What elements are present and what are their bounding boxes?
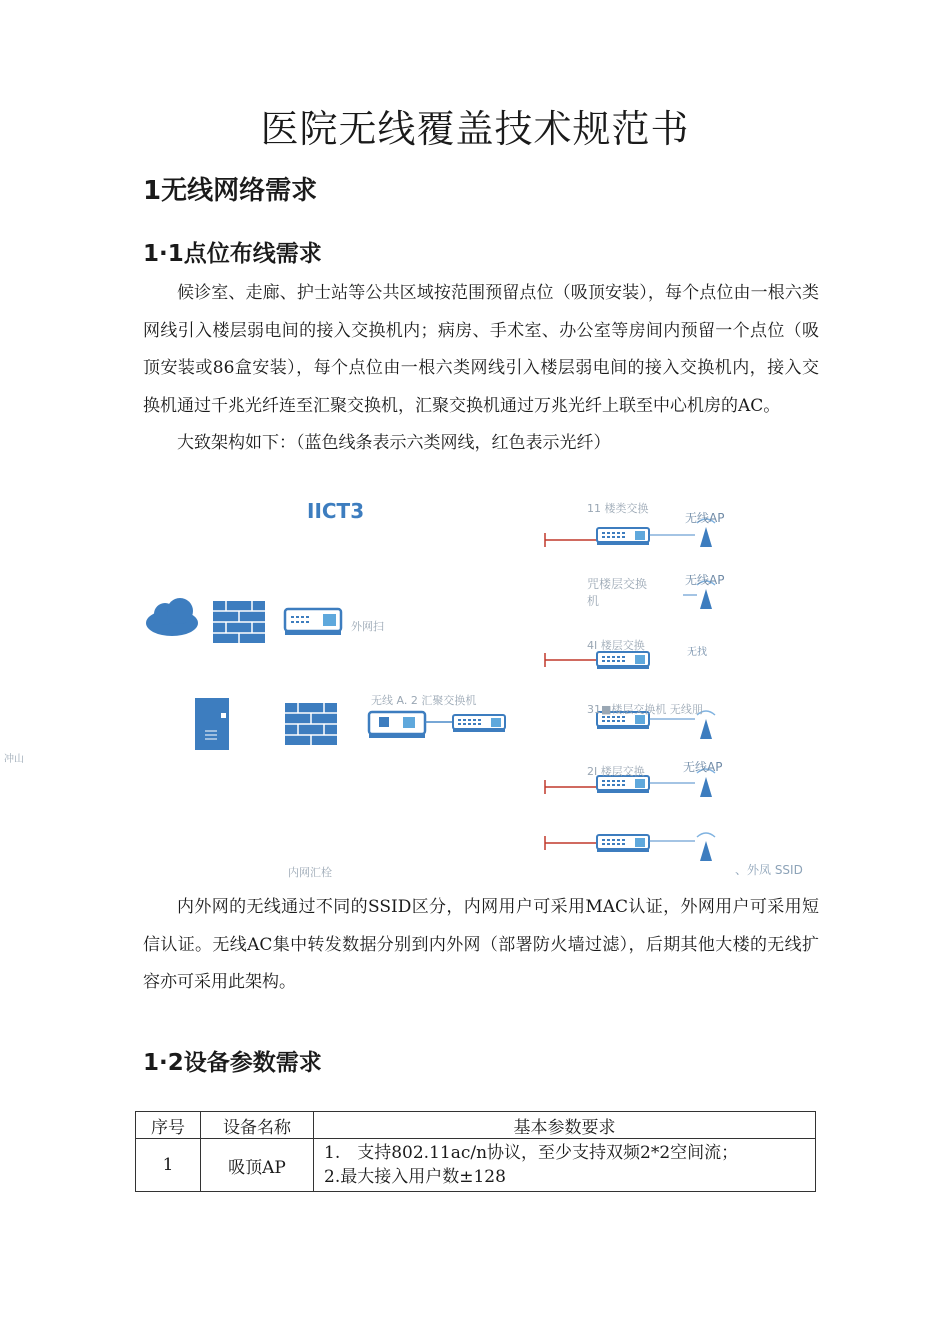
outer-firewall-icon [213,601,265,643]
floor-label-4: 31■楼层交换机 无线朋 [587,703,703,716]
section-1-1-heading: 1·1点位布线需求 [143,241,322,267]
internet-cloud-icon [146,598,198,636]
header-device-name: 设备名称 [201,1112,314,1139]
requirement-line-1: 1. 支持802.11ac/n协议，至少支持双频2*2空间流； [324,1143,739,1163]
row-no: 1 [136,1139,201,1192]
header-no: 序号 [136,1112,201,1139]
ap-label-3: 无找 [687,647,707,658]
header-requirements: 基本参数要求 [314,1112,816,1139]
section-1-2-heading: 1·2设备参数需求 [143,1050,322,1076]
floor-row-6 [545,833,715,861]
ssid-paragraph [143,889,819,1002]
ap-label-5: 无线AP [683,760,723,774]
requirement-line-2: 2.最大接入用户数±128 [324,1167,506,1187]
left-edge-label: 冲山 [4,754,24,765]
table-row [136,1139,816,1192]
wiring-text: 候诊室、走廊、护士站等公共区域按范围预留点位（吸顶安装），每个点位由一根六类网线引入楼层弱电间的接入交换机内；病房、手术室、办公室等房间内预留一个点位（吸顶安装或86盒安装），每个点位由一根六类网线引入楼层弱电间的接入交换机内，接入交换机通过千兆光纤连至汇聚交换机，汇聚交换机通过万兆光纤上联至中心机房的AC。 [143,283,819,416]
ssid-label: 、外凤 SSID [735,863,803,877]
ap-label-2: 无线AP [685,573,725,587]
core-switch-icon [369,712,425,738]
core-switch-label: 无线 A. 2 汇聚交换机 [371,694,477,707]
section-1-heading: 1无线网络需求 [143,176,318,206]
aggregation-switch-icon [453,715,505,732]
network-architecture-diagram [135,495,820,880]
architecture-intro: 大致架构如下：（蓝色线条表示六类网线，红色表示光纤） [177,433,611,453]
outer-network-switch-icon [285,609,341,635]
floor-label-5: 2I 楼层交换 [587,765,645,778]
outer-switch-label: 外网扫 [351,620,384,633]
inner-firewall-icon [285,703,337,745]
floor-label-1: 11 楼类交换 [587,502,649,515]
floor-label-2: 咒楼层交换机 [587,577,648,608]
ssid-text: 内外网的无线通过不同的SSID区分，内网用户可采用MAC认证，外网用户可采用短信认证。无线AC集中转发数据分别到内外网（部署防火墙过滤），后期其他大楼的无线扩容亦可采用此架构。 [143,897,819,992]
diagram-canvas [135,495,820,880]
inner-network-label: 内网汇栓 [288,866,332,879]
server-icon [195,698,229,750]
row-device-name: 吸顶AP [201,1139,314,1192]
table-header-row [136,1112,816,1139]
floor-label-3: 4I 楼层交换 [587,639,645,652]
diagram-top-label: IICT3 [307,499,365,523]
document-title: 医院无线覆盖技术规范书 [260,107,690,151]
floor-row-3 [545,652,649,669]
row-requirements [314,1139,816,1192]
device-parameter-table [135,1111,816,1192]
wiring-paragraph [143,275,819,463]
ap-label-1: 无线AP [685,511,725,525]
